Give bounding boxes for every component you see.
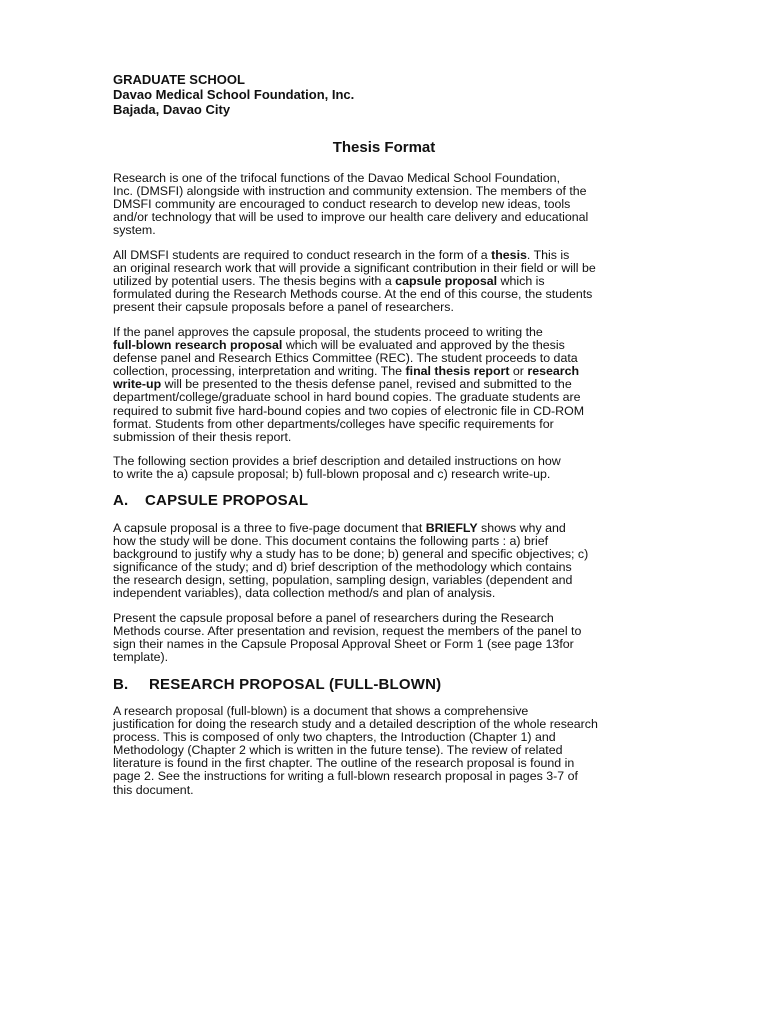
section-b-letter: B. [113,676,129,693]
section-b-title: RESEARCH PROPOSAL (FULL-BLOWN) [149,676,442,693]
paragraph-capsule-definition: A capsule proposal is a three to five-page document that BRIEFLY shows why and how the study will be done. This document contains the following parts : a) brief background to justify why a study has to be done; b) general and specific objectives; c) significance of the study; and d) brief description of the methodology which contains the research design, setting, population, sampling design, variables (dependent and independent variables), data collection method/s and plan of analysis. [113,521,589,601]
paragraph-intro: Research is one of the trifocal functions of the Davao Medical School Foundation, Inc. (DMSFI) alongside with instruction and community extension. The members of the DMSFI community are encouraged to conduct research to develop new ideas, tools and/or technology that will be used to improve our health care delivery and educational system. [113,171,589,238]
paragraph-research-proposal: A research proposal (full-blown) is a document that shows a comprehensive justification for doing the research study and a detailed description of the whole research process. This is composed of only two chapters, the Introduction (Chapter 1) and Methodology (Chapter 2 which is written in the future tense). The review of related literature is found in the first chapter. The outline of the research proposal is found in page 2. See the instructions for writing a full-blown research proposal in pages 3-7 of this document. [113,704,598,797]
document-title: Thesis Format [332,139,436,156]
institution-header [113,72,354,117]
paragraph-section-overview: The following section provides a brief description and detailed instructions on how to write the a) capsule proposal; b) full-blown proposal and c) research write-up. [113,454,561,482]
paragraph-panel-approval: If the panel approves the capsule proposal, the students proceed to writing the full-blown research proposal which will be evaluated and approved by the thesis defense panel and Research Ethics Committee (REC). The student proceeds to data collection, processing, interpretation and writing. The final thesis report or research write-up will be presented to the thesis defense panel, revised and submitted to the department/college/graduate school in hard bound copies. The graduate students are required to submit five hard-bound copies and two copies of electronic file in CD-ROM format. Students from other departments/colleges have specific requirements for submission of their thesis report. [113,325,585,444]
section-a-letter: A. [113,492,129,509]
paragraph-capsule-presentation: Present the capsule proposal before a panel of researchers during the Research Methods course. After presentation and revision, request the members of the panel to sign their names in the Capsule Proposal Approval Sheet or Form 1 (see page 13for template). [113,611,582,665]
section-a-heading [113,492,308,510]
header-foundation: Davao Medical School Foundation, Inc. [113,87,355,102]
section-a-title: CAPSULE PROPOSAL [145,492,309,509]
paragraph-thesis-requirement: All DMSFI students are required to conduct research in the form of a thesis. This is an original research work that will provide a significant contribution in their field or will be utilized by potential users. The thesis begins with a capsule proposal which is formulated during the Research Methods course. At the end of this course, the students present their capsule proposals before a panel of researchers. [113,248,596,315]
header-address: Bajada, Davao City [113,102,231,117]
header-school: GRADUATE SCHOOL [113,72,245,87]
section-b-heading [113,676,441,694]
